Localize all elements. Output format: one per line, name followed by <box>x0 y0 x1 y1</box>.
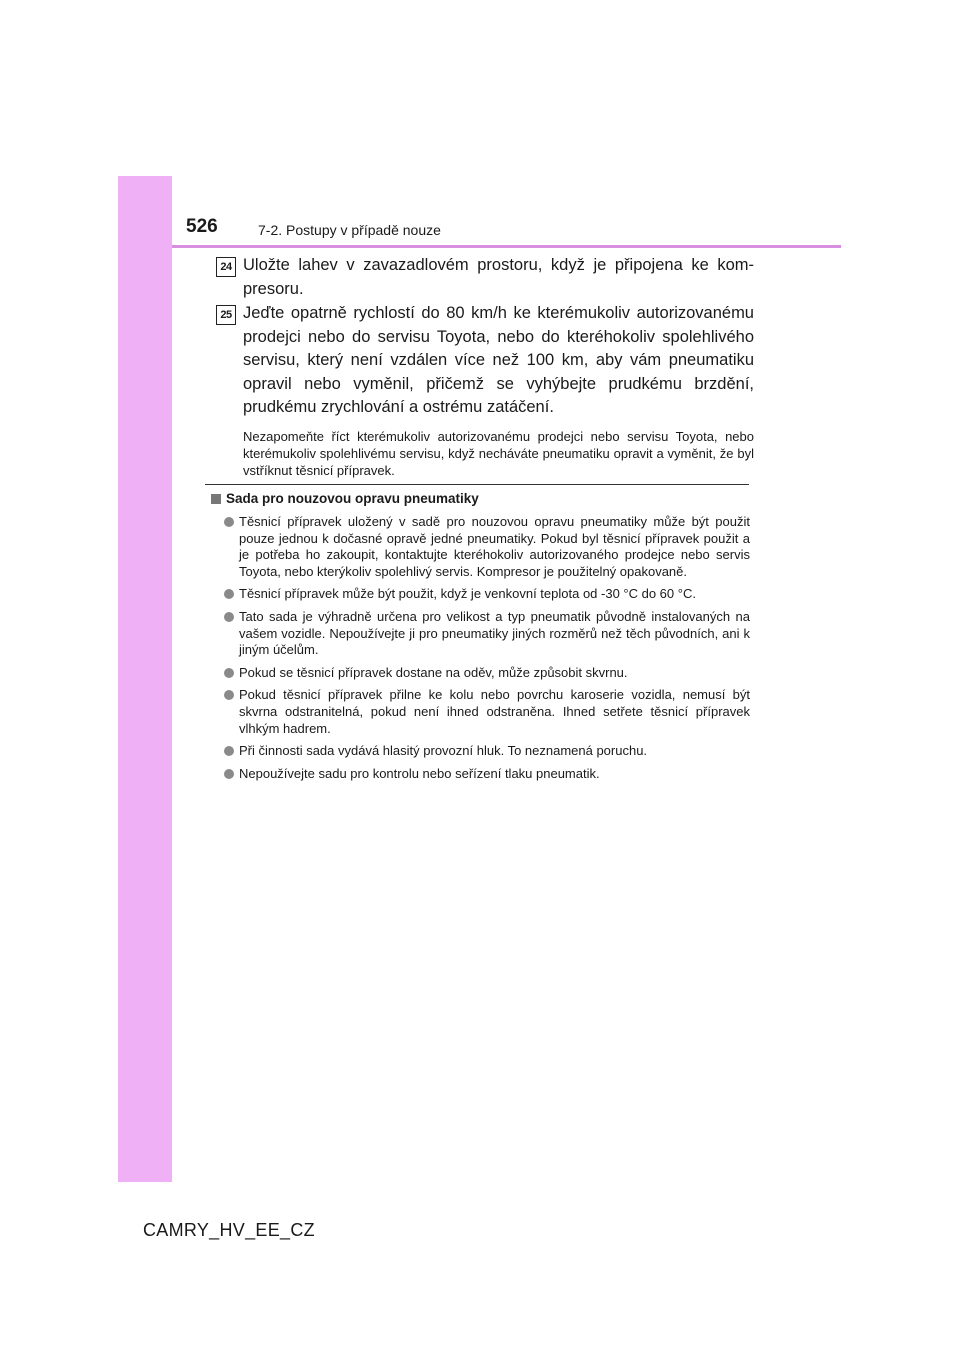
step-24 <box>216 254 754 301</box>
list-item: Těsnicí přípravek uložený v sadě pro nouzovou opravu pneumatiky může být použit pouze jednou k dočasné opravě jedné pneumatiky. Pokud byl těsnicí přípravek použit a je potřeba ho zakoupit, kontaktujte kteréhokoliv autorizovaného prodejce nebo servis Toyota, nebo kterýkoliv spolehlivý servis. Kompresor je použitelný opakovaně. <box>224 514 750 580</box>
page-number: 526 <box>186 216 218 237</box>
step-number-badge: 25 <box>216 305 236 325</box>
bullet-icon <box>224 589 234 599</box>
bullet-icon <box>224 746 234 756</box>
info-bullet-list <box>224 514 750 788</box>
document-code: CAMRY_HV_EE_CZ <box>143 1220 315 1240</box>
section-title: 7-2. Postupy v případě nouze <box>258 222 441 238</box>
step-note: Nezapomeňte říct kterémukoliv autorizovanému prodejci nebo servisu Toyota, nebo kterémukoliv spolehlivému servisu, když necháváte pneumatiku opravit a vyměnit, že byl vstříknut těsnicí přípravek. <box>243 428 754 478</box>
info-heading <box>211 491 479 506</box>
info-heading-text: Sada pro nouzovou opravu pneumatiky <box>226 491 479 506</box>
bullet-icon <box>224 612 234 622</box>
step-text: Jeďte opatrně rychlostí do 80 km/h ke kterémukoliv autorizovanému prodejci nebo do servisu Toyota, nebo do kteréhokoliv spolehlivého servisu, který není vzdálen více než 100 km, aby vám pneumatiku opravil nebo vyměnil, přičemž se vyhýbejte prudkému brzdění, prudkému zrychlování a ostrému zatáčení. <box>243 304 754 416</box>
chapter-sidebar-tab <box>118 176 172 1182</box>
square-bullet-icon <box>211 494 221 504</box>
header-rule <box>172 245 841 248</box>
bullet-icon <box>224 690 234 700</box>
list-item: Pokud těsnicí přípravek přilne ke kolu nebo povrchu karoserie vozidla, nemusí být skvrna odstranitelná, pokud není ihned odstraněna. Ihned setřete těsnicí přípravek vlhkým hadrem. <box>224 687 750 737</box>
bullet-icon <box>224 668 234 678</box>
section-divider <box>205 484 749 485</box>
step-25 <box>216 302 754 479</box>
list-item: Pokud se těsnicí přípravek dostane na oděv, může způsobit skvrnu. <box>224 665 750 682</box>
step-text: Uložte lahev v zavazadlovém prostoru, když je připojena ke kompresoru. <box>243 256 754 298</box>
bullet-icon <box>224 517 234 527</box>
list-item: Při činnosti sada vydává hlasitý provozní hluk. To neznamená poruchu. <box>224 743 750 760</box>
bullet-icon <box>224 769 234 779</box>
step-number-badge: 24 <box>216 257 236 277</box>
list-item: Těsnicí přípravek může být použit, když je venkovní teplota od -30 °C do 60 °C. <box>224 586 750 603</box>
list-item: Tato sada je výhradně určena pro velikost a typ pneumatik původně instalovaných na vašem vozidle. Nepoužívejte ji pro pneumatiky jiných rozměrů než těch původních, ani k jiným účelům. <box>224 609 750 659</box>
list-item: Nepoužívejte sadu pro kontrolu nebo seřízení tlaku pneumatik. <box>224 766 750 783</box>
